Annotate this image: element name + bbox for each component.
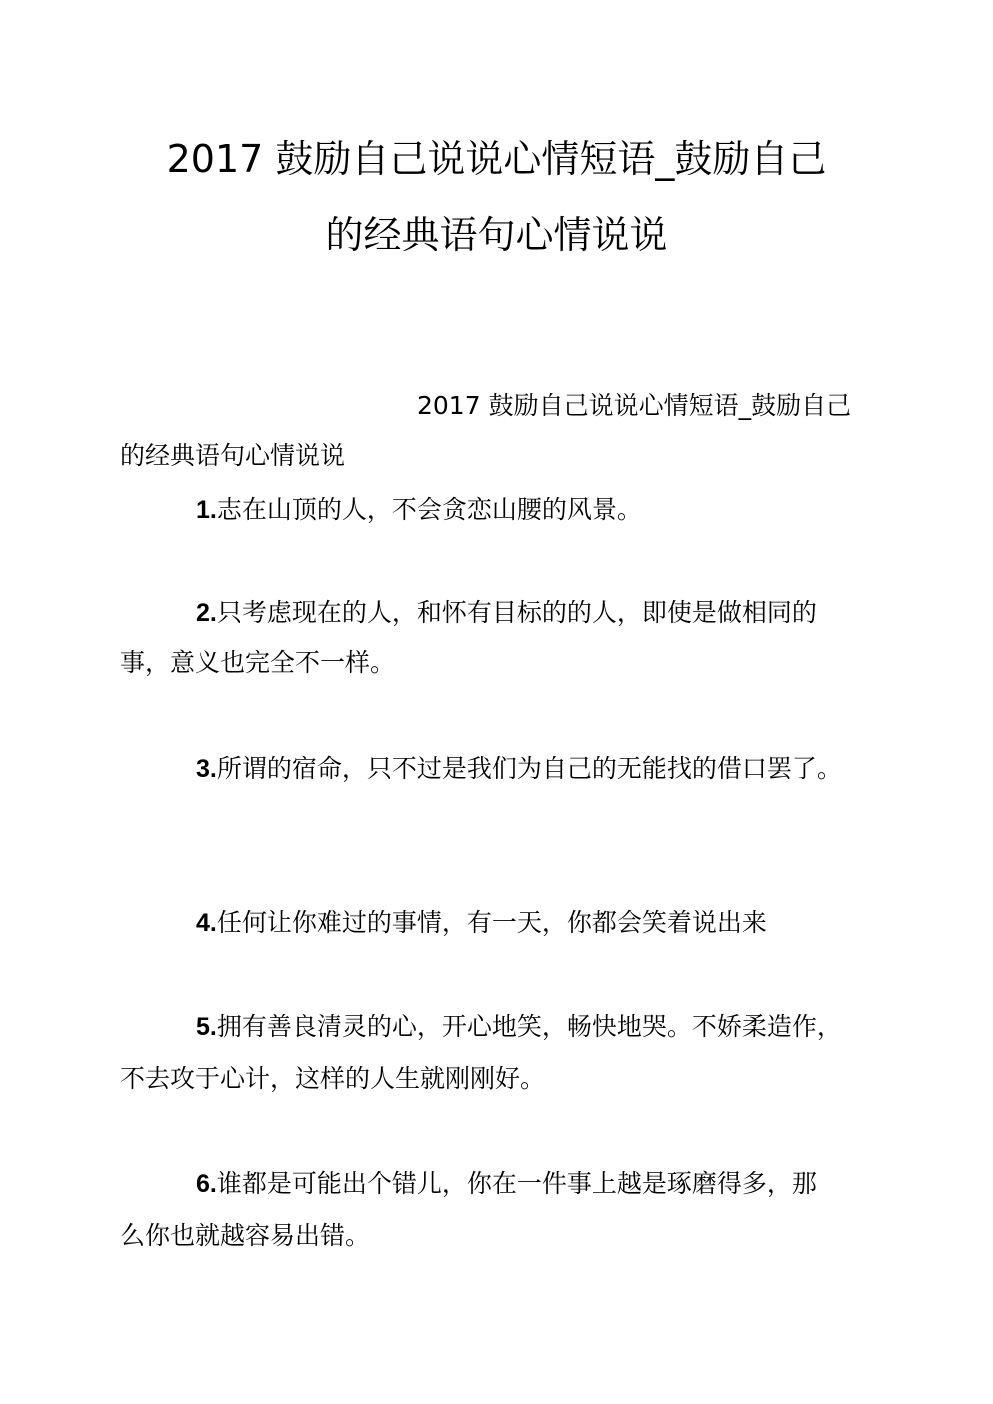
subtitle-line-1: 2017 鼓励自己说说心情短语_鼓励自己 bbox=[417, 391, 852, 420]
item-number: 1. bbox=[196, 496, 217, 524]
list-item-3 bbox=[196, 753, 842, 785]
list-item-6-continuation: 么你也就越容易出错。 bbox=[120, 1221, 371, 1250]
item-text: 谁都是可能出个错儿，你在一件事上越是琢磨得多，那 bbox=[216, 1169, 817, 1198]
item-number: 4. bbox=[196, 909, 217, 937]
list-item-6 bbox=[196, 1168, 817, 1200]
item-text: 志在山顶的人，不会贪恋山腰的风景。 bbox=[216, 495, 642, 524]
list-item-5 bbox=[196, 1011, 842, 1043]
list-item-2-continuation: 事，意义也完全不一样。 bbox=[120, 648, 396, 677]
list-item-4 bbox=[196, 907, 767, 939]
list-item-5-continuation: 不去攻于心计，这样的人生就刚刚好。 bbox=[120, 1064, 546, 1093]
item-number: 2. bbox=[196, 599, 217, 627]
item-text: 任何让你难过的事情，有一天，你都会笑着说出来 bbox=[216, 908, 767, 937]
item-text: 拥有善良清灵的心，开心地笑，畅快地哭。不娇柔造作， bbox=[216, 1012, 842, 1041]
item-number: 6. bbox=[196, 1170, 217, 1198]
document-title-line-1: 2017 鼓励自己说说心情短语_鼓励自己 bbox=[166, 137, 827, 181]
item-number: 5. bbox=[196, 1013, 217, 1041]
subtitle-line-2: 的经典语句心情说说 bbox=[120, 441, 346, 470]
item-text: 只考虑现在的人，和怀有目标的的人，即使是做相同的 bbox=[216, 598, 817, 627]
item-number: 3. bbox=[196, 755, 217, 783]
list-item-1 bbox=[196, 494, 642, 526]
item-text: 所谓的宿命，只不过是我们为自己的无能找的借口罢了。 bbox=[216, 754, 842, 783]
list-item-2 bbox=[196, 597, 817, 629]
document-title-line-2: 的经典语句心情说说 bbox=[325, 213, 668, 257]
